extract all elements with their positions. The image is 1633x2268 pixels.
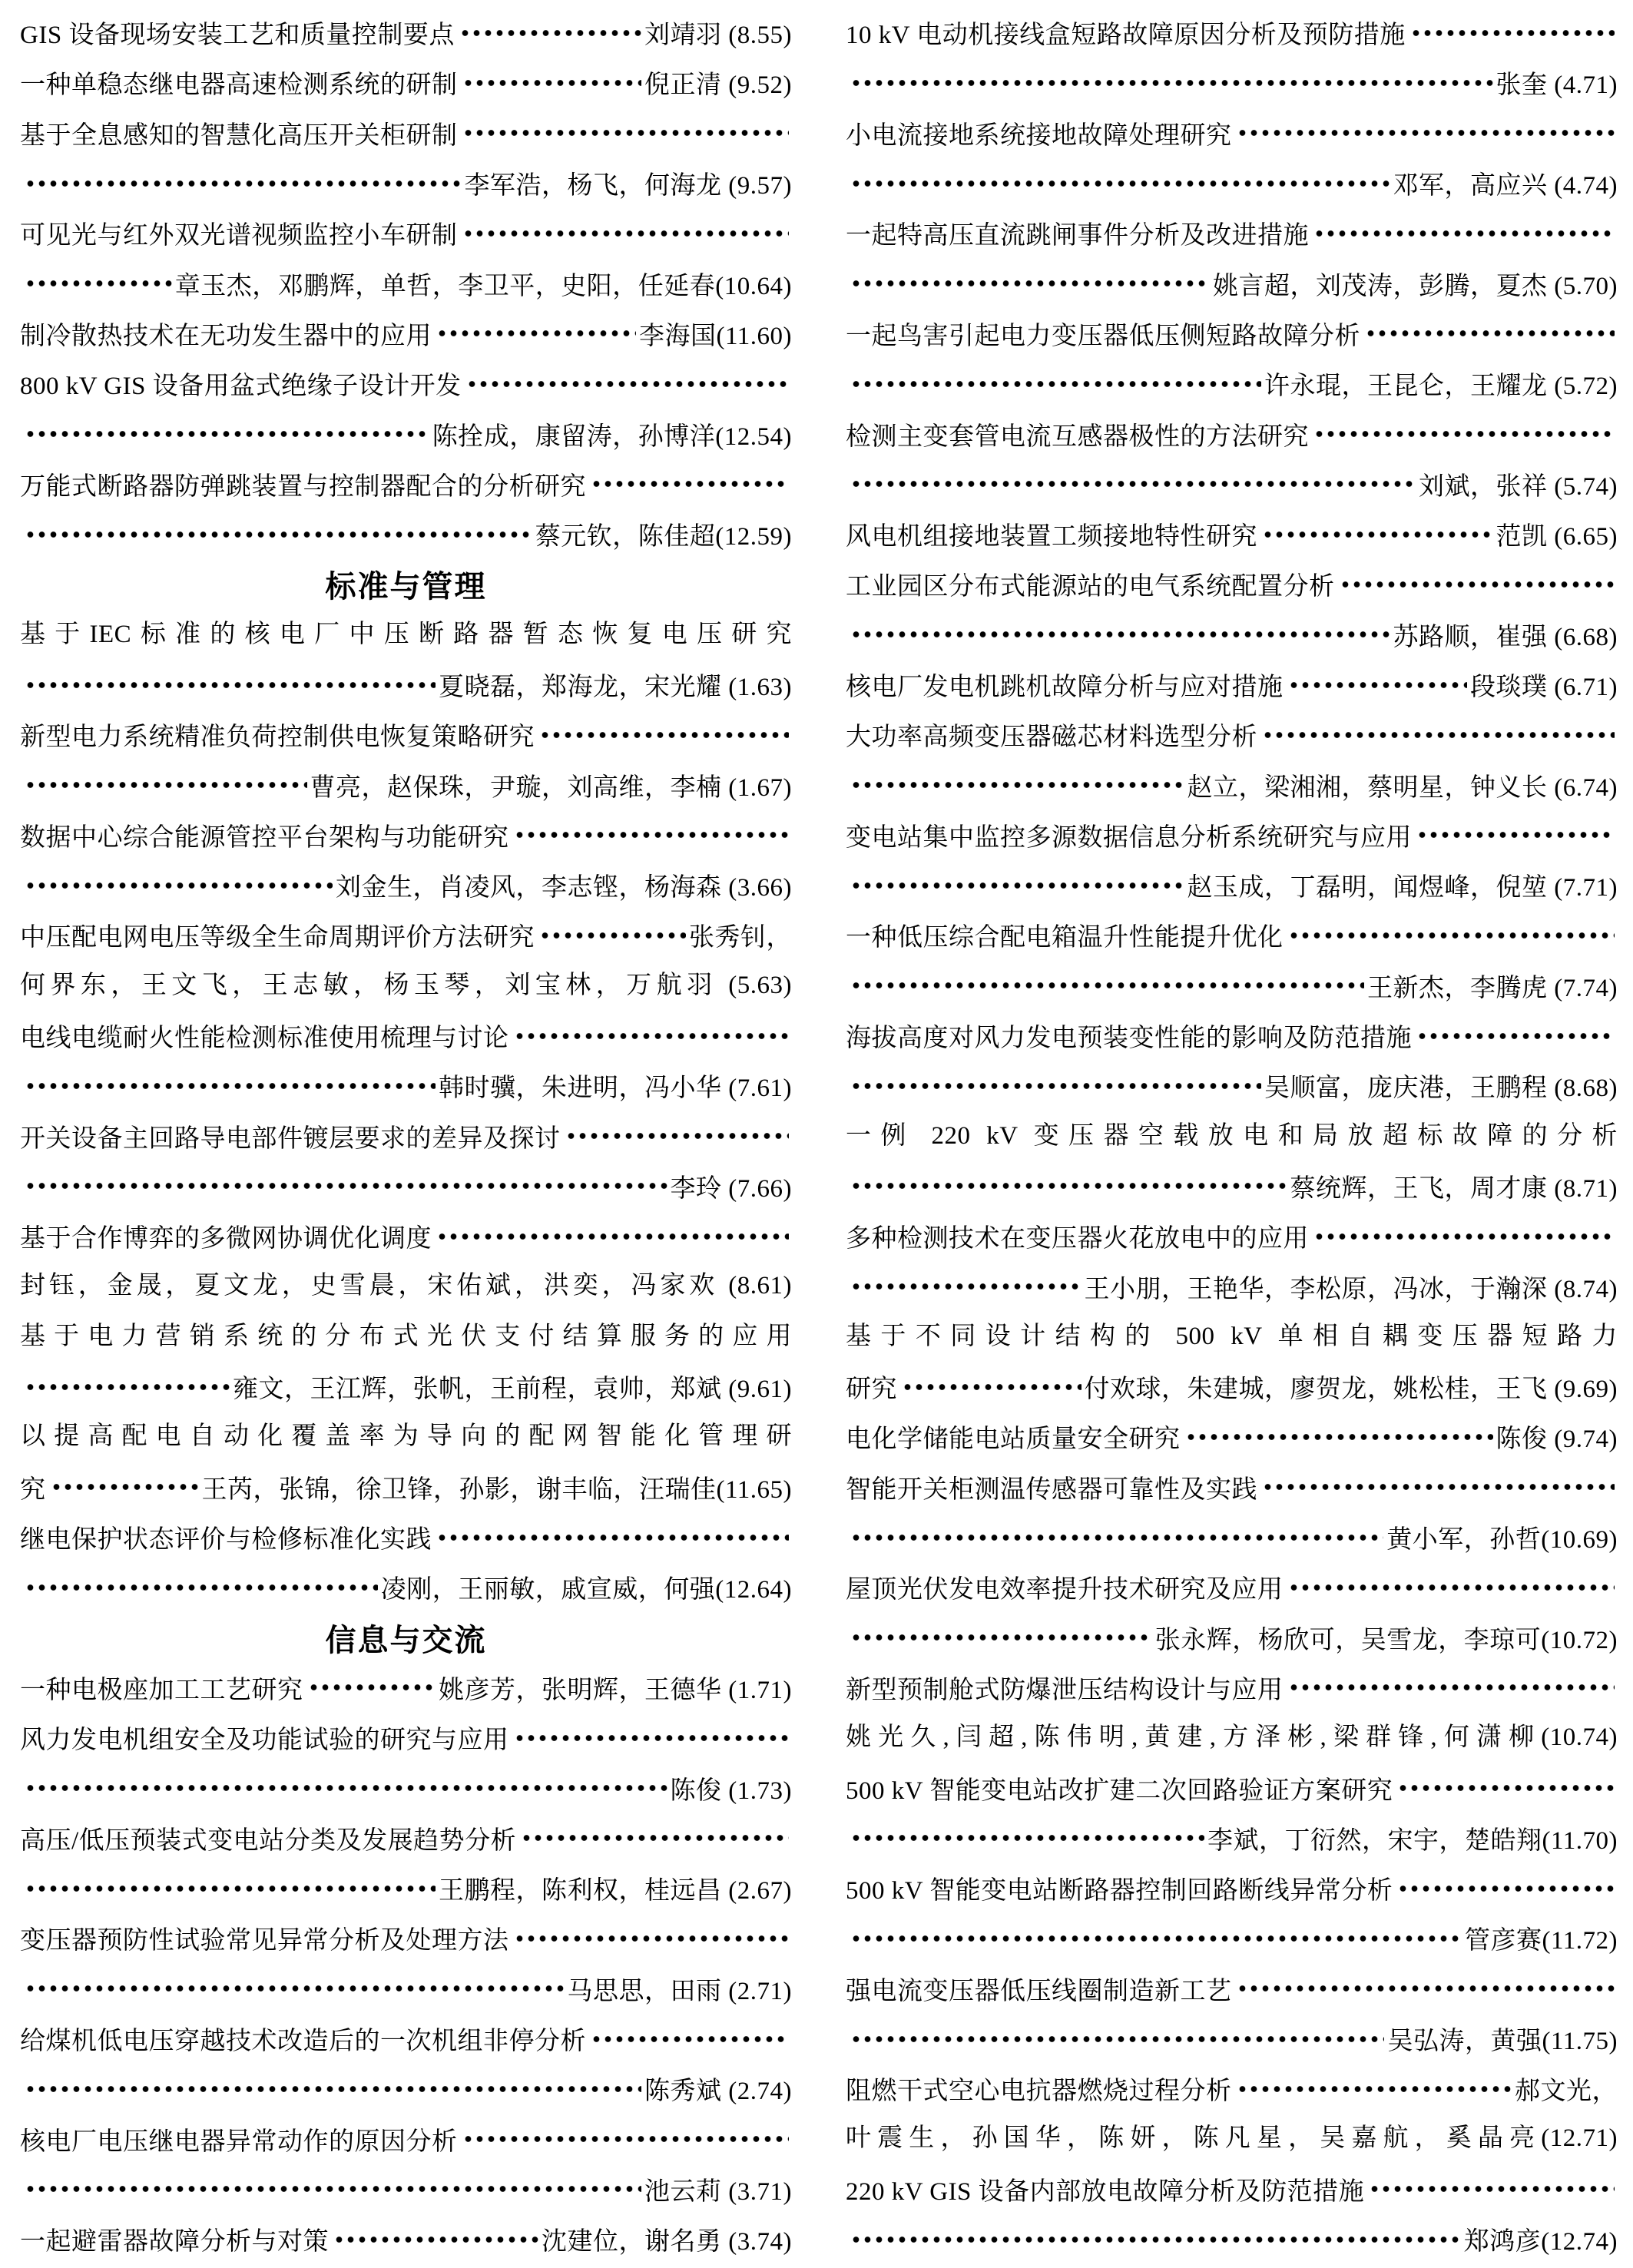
entry-text: 一起特高压直流跳闸事件分析及改进措施 <box>846 222 1309 250</box>
entry-text: 核电厂电压继电器异常动作的原因分析 <box>20 2127 458 2156</box>
dot-leader <box>23 1982 565 1995</box>
entry-text: 究 <box>20 1475 46 1504</box>
toc-entry-line <box>20 910 792 960</box>
toc-entry-line <box>846 961 1618 1011</box>
dot-leader <box>589 478 789 490</box>
dot-leader <box>1338 578 1615 591</box>
dot-leader <box>1312 1230 1615 1243</box>
dot-leader <box>1396 1882 1615 1895</box>
dot-leader <box>332 2233 538 2246</box>
entry-text: 蔡元钦，陈佳超(12.59) <box>535 523 792 551</box>
entry-text: 500 kV 智能变电站断路器控制回路断线异常分析 <box>846 1877 1393 1905</box>
entry-text: 雍文，王江辉，张帆，王前程，袁帅，郑斌 (9.61) <box>233 1376 792 1404</box>
entry-text: 沈建位，谢名勇 (3.74) <box>542 2228 792 2256</box>
toc-entry-line <box>20 258 792 308</box>
toc-entry-line <box>846 1362 1618 1412</box>
toc-entry-line: 一例 220 kV 变压器空载放电和局放超标故障的分析 <box>846 1121 1618 1150</box>
section-heading: 标准与管理 <box>325 570 487 604</box>
entry-text: 新型电力系统精准负荷控制供电恢复策略研究 <box>20 723 535 752</box>
toc-entry-line <box>846 1813 1618 1863</box>
dot-leader <box>23 679 436 691</box>
dot-leader <box>461 227 790 240</box>
toc-entry-line <box>20 860 792 910</box>
toc-entry-line <box>846 710 1618 760</box>
entry-text: 蔡统辉，王飞，周才康 (8.71) <box>1290 1174 1618 1203</box>
toc-entry-line <box>846 2064 1618 2114</box>
dot-leader <box>458 27 641 39</box>
dot-leader <box>23 1180 667 1192</box>
dot-leader <box>849 1832 1204 1844</box>
entry-text: 10 kV 电动机接线盒短路故障原因分析及预防措施 <box>846 22 1406 50</box>
dot-leader <box>849 979 1364 992</box>
entry-text: 刘靖羽 (8.55) <box>644 22 792 50</box>
dot-leader <box>1235 127 1615 139</box>
dot-leader <box>1260 1481 1615 1493</box>
toc-entry-line <box>846 1261 1618 1311</box>
entry-text: 刘斌，张祥 (5.74) <box>1419 472 1618 501</box>
toc-entry-line <box>20 1512 792 1562</box>
dot-leader <box>1363 327 1615 339</box>
entry-text: 段琰璞 (6.71) <box>1470 674 1618 701</box>
dot-leader <box>23 1882 436 1895</box>
entry-text: 220 kV GIS 设备内部放电故障分析及防范措施 <box>846 2177 1365 2206</box>
entry-text: 倪正清 (9.52) <box>644 71 792 100</box>
toc-entry-line <box>20 1913 792 1963</box>
section-heading: 信息与交流 <box>325 1623 487 1657</box>
entry-text: 付欢球，朱建城，廖贺龙，姚松桂，王飞 (9.69) <box>1084 1376 1618 1404</box>
toc-entry-line <box>20 1713 792 1763</box>
toc-entry-line <box>20 8 792 58</box>
dot-leader <box>512 829 790 841</box>
dot-leader <box>23 428 429 440</box>
entry-text: 许永琨，王昆仑，王耀龙 (5.72) <box>1264 372 1618 401</box>
dot-leader <box>1260 729 1615 741</box>
entry-text: 海拔高度对风力发电预装变性能的影响及防范措施 <box>846 1025 1412 1053</box>
toc-entry-line <box>846 1412 1618 1462</box>
entry-text: 研究 <box>846 1376 897 1404</box>
toc-entry-line <box>20 1562 792 1612</box>
toc-entry-line <box>20 1863 792 1913</box>
dot-leader <box>849 1080 1261 1092</box>
dot-leader <box>849 1280 1081 1293</box>
toc-entry-line <box>20 509 792 559</box>
entry-text: 张奎 (4.71) <box>1496 71 1618 100</box>
entry-text: 管彦赛(11.72) <box>1464 1927 1618 1955</box>
entry-text: 吴顺富，庞庆港，王鹏程 (8.68) <box>1264 1074 1618 1103</box>
dot-leader <box>849 478 1416 490</box>
toc-entry-line <box>20 2214 792 2264</box>
entry-text: 风力发电机组安全及功能试验的研究与应用 <box>20 1727 509 1755</box>
entry-text: 数据中心综合能源管控平台架构与功能研究 <box>20 823 509 852</box>
toc-entry-line <box>846 1913 1618 1963</box>
dot-leader <box>849 1932 1462 1945</box>
toc-entry-line <box>846 509 1618 559</box>
toc-entry-line: 基于电力营销系统的分布式光伏支付结算服务的应用 <box>20 1322 792 1350</box>
entry-text: 黄小军，孙哲(10.69) <box>1386 1526 1618 1554</box>
dot-leader <box>849 1180 1287 1192</box>
entry-text: 凌刚，王丽敏，戚宣威，何强(12.64) <box>380 1576 792 1604</box>
toc-entry-line <box>20 1462 792 1512</box>
dot-leader <box>1396 1782 1615 1794</box>
dot-leader <box>1235 2083 1512 2095</box>
entry-text: 万能式断路器防弹跳装置与控制器配合的分析研究 <box>20 472 586 501</box>
entry-text: 变压器预防性试验常见异常分析及处理方法 <box>20 1927 509 1955</box>
toc-column-left <box>20 8 792 2264</box>
entry-text: 王小朋，王艳华，李松原，冯冰，于瀚深 (8.74) <box>1084 1275 1618 1303</box>
entry-text: 苏路顺，崔强 (6.68) <box>1393 623 1618 651</box>
toc-entry-line: 基于IEC标准的核电厂中压断路器暂态恢复电压研究 <box>20 620 792 648</box>
toc-entry-line: 基于不同设计结构的 500 kV 单相自耦变压器短路力 <box>846 1322 1618 1350</box>
entry-text: 智能开关柜测温传感器可靠性及实践 <box>846 1475 1257 1504</box>
toc-entry-line <box>20 58 792 108</box>
entry-text: 一起鸟害引起电力变压器低压侧短路故障分析 <box>846 322 1360 350</box>
entry-text: 阻燃干式空心电抗器燃烧过程分析 <box>846 2078 1232 2106</box>
entry-text: 韩时骥，朱进明，冯小华 (7.61) <box>439 1074 792 1103</box>
entry-text: 高压/低压预装式变电站分类及发展趋势分析 <box>20 1826 517 1855</box>
entry-text: 李海国(11.60) <box>638 322 792 350</box>
toc-entry-line <box>20 2114 792 2164</box>
toc-entry-line <box>846 1562 1618 1612</box>
entry-text: 800 kV GIS 设备用盆式绝缘子设计开发 <box>20 372 462 401</box>
dot-leader <box>23 2083 641 2095</box>
entry-text: 郑鸿彦(12.74) <box>1463 2228 1618 2256</box>
dot-leader <box>519 1832 789 1844</box>
entry-text: 可见光与红外双光谱视频监控小车研制 <box>20 222 458 250</box>
entry-text: 检测主变套管电流互感器极性的方法研究 <box>846 422 1309 451</box>
dot-leader <box>23 2183 641 2195</box>
toc-entry-line <box>20 1362 792 1412</box>
entry-text: 多种检测技术在变压器火花放电中的应用 <box>846 1225 1309 1253</box>
entry-text: 屋顶光伏发电效率提升技术研究及应用 <box>846 1576 1284 1604</box>
dot-leader <box>849 177 1390 190</box>
toc-entry-line <box>20 710 792 760</box>
entry-text: 一种单稳态继电器高速检测系统的研制 <box>20 71 458 100</box>
toc-entry-line <box>846 1011 1618 1061</box>
dot-leader <box>23 277 172 290</box>
entry-text: GIS 设备现场安装工艺和质量控制要点 <box>20 22 455 50</box>
entry-text: 核电厂发电机跳机故障分析与应对措施 <box>846 674 1284 701</box>
toc-entry-line: 封钰，金晟，夏文龙，史雪晨，宋佑斌，洪奕，冯家欢 (8.61) <box>20 1272 792 1300</box>
toc-entry-line <box>20 1663 792 1713</box>
entry-text: 夏晓磊，郑海龙，宋光耀 (1.63) <box>439 674 792 701</box>
toc-entry-line <box>20 2064 792 2114</box>
dot-leader <box>435 1230 789 1243</box>
toc-entry-line: 姚光久,闫超,陈伟明,黄建,方泽彬,梁群锋,何潇柳(10.74) <box>846 1723 1618 1752</box>
dot-leader <box>23 1581 378 1594</box>
entry-text: 张永辉，杨欣可，吴雪龙，李琼可(10.72) <box>1154 1626 1618 1654</box>
dot-leader <box>538 929 686 942</box>
toc-entry-line <box>846 1211 1618 1261</box>
toc-entry-line <box>846 1462 1618 1512</box>
dot-leader <box>435 327 636 339</box>
dot-leader <box>23 779 307 791</box>
dot-leader <box>512 1732 790 1744</box>
toc-entry-line <box>20 409 792 459</box>
entry-text: 给煤机低电压穿越技术改造后的一次机组非停分析 <box>20 2028 586 2056</box>
toc-entry-line <box>20 1011 792 1061</box>
entry-text: 刘金生，肖凌风，李志铿，杨海森 (3.66) <box>336 874 792 902</box>
toc-entry-line <box>846 660 1618 710</box>
entry-text: 新型预制舱式防爆泄压结构设计与应用 <box>846 1676 1284 1704</box>
toc-entry-line <box>846 860 1618 910</box>
toc-entry-line <box>20 2164 792 2214</box>
toc-entry-line: 叶震生，孙国华，陈妍，陈凡星，吴嘉航，奚晶亮(12.71) <box>846 2124 1618 2153</box>
entry-text: 章玉杰，邓鹏辉，单哲，李卫平，史阳，任延春(10.64) <box>174 272 792 300</box>
dot-leader <box>23 1381 230 1393</box>
entry-text: 大功率高频变压器磁芯材料选型分析 <box>846 723 1257 752</box>
entry-text: 陈拴成，康留涛，孙博洋(12.54) <box>432 422 792 451</box>
dot-leader <box>23 1782 667 1794</box>
dot-leader <box>23 1080 436 1092</box>
toc-entry-line <box>846 1663 1618 1713</box>
dot-leader <box>1312 227 1615 240</box>
dot-leader <box>1415 829 1615 841</box>
entry-text: 曹亮，赵保珠，尹璇，刘高维，李楠 (1.67) <box>310 773 792 802</box>
dot-leader <box>512 1030 790 1042</box>
dot-leader <box>538 729 789 741</box>
entry-text: 中压配电网电压等级全生命周期评价方法研究 <box>20 924 535 952</box>
toc-entry-line <box>20 359 792 409</box>
entry-text: 变电站集中监控多源数据信息分析系统研究与应用 <box>846 823 1412 852</box>
toc-entry-line <box>20 2014 792 2064</box>
toc-column-right <box>846 8 1618 2264</box>
toc-entry-line <box>20 1211 792 1261</box>
dot-leader <box>49 1481 199 1493</box>
dot-leader <box>1312 428 1615 440</box>
dot-leader <box>306 1681 436 1694</box>
entry-text: 制冷散热技术在无功发生器中的应用 <box>20 322 432 350</box>
toc-entry-line <box>846 1863 1618 1913</box>
entry-text: 陈秀斌 (2.74) <box>644 2078 792 2106</box>
entry-text: 一种低压综合配电箱温升性能提升优化 <box>846 924 1284 952</box>
toc-entry-line <box>846 8 1618 58</box>
toc-entry-line <box>846 359 1618 409</box>
toc-entry-line <box>20 660 792 710</box>
toc-entry-line <box>846 258 1618 308</box>
toc-entry-line <box>20 1161 792 1211</box>
entry-text: 姚彦芳，张明辉，王德华 (1.71) <box>439 1676 792 1704</box>
dot-leader <box>1287 679 1468 691</box>
toc-entry-line <box>846 2014 1618 2064</box>
toc-entry-line <box>20 1763 792 1813</box>
dot-leader <box>849 2233 1461 2246</box>
dot-leader <box>849 879 1184 892</box>
toc-entry-line <box>846 910 1618 960</box>
dot-leader <box>1260 528 1493 541</box>
entry-text: 李斌，丁衍然，宋宇，楚皓翔(11.70) <box>1207 1826 1618 1855</box>
toc-entry-line <box>846 559 1618 609</box>
toc-entry-line <box>846 158 1618 208</box>
toc-entry-line <box>846 459 1618 509</box>
entry-text: 李玲 (7.66) <box>670 1174 792 1203</box>
entry-text: 姚言超，刘茂涛，彭腾，夏杰 (5.70) <box>1213 272 1618 300</box>
dot-leader <box>1409 27 1615 39</box>
toc-entry-line <box>20 108 792 158</box>
toc-entry-line <box>20 459 792 509</box>
dot-leader <box>849 628 1390 641</box>
entry-text: 赵玉成，丁磊明，闻煜峰，倪堃 (7.71) <box>1187 874 1618 902</box>
toc-entry-line <box>846 1964 1618 2014</box>
dot-leader <box>461 127 790 139</box>
toc-entry-line <box>846 1161 1618 1211</box>
entry-text: 工业园区分布式能源站的电气系统配置分析 <box>846 573 1335 601</box>
entry-text: 继电保护状态评价与检修标准化实践 <box>20 1526 432 1554</box>
toc-entry-line: 何界东，王文飞，王志敏，杨玉琴，刘宝林，万航羽 (5.63) <box>20 971 792 999</box>
entry-text: 500 kV 智能变电站改扩建二次回路验证方案研究 <box>846 1776 1393 1805</box>
dot-leader <box>461 2133 790 2145</box>
entry-text: 一种电极座加工工艺研究 <box>20 1676 303 1704</box>
dot-leader <box>849 1531 1383 1544</box>
entry-text: 张秀钊， <box>689 924 792 952</box>
entry-text: 吴弘涛，黄强(11.75) <box>1387 2028 1618 2056</box>
entry-text: 王芮，张锦，徐卫锋，孙影，谢丰临，汪瑞佳(11.65) <box>201 1475 792 1504</box>
entry-text: 赵立，梁湘湘，蔡明星，钟义长 (6.74) <box>1187 773 1618 802</box>
toc-entry-line <box>20 1813 792 1863</box>
toc-entry-line <box>846 58 1618 108</box>
dot-leader <box>564 1130 790 1142</box>
toc-entry-line <box>20 208 792 258</box>
entry-text: 基于全息感知的智慧化高压开关柜研制 <box>20 121 458 150</box>
dot-leader <box>23 177 462 190</box>
toc-entry-line <box>20 309 792 359</box>
toc-entry-line <box>846 610 1618 660</box>
entry-text: 电化学储能电站质量安全研究 <box>846 1425 1181 1454</box>
toc-entry-line <box>20 760 792 810</box>
dot-leader <box>849 378 1261 390</box>
entry-text: 强电流变压器低压线圈制造新工艺 <box>846 1977 1232 2005</box>
toc-entry-line <box>846 208 1618 258</box>
dot-leader <box>849 779 1184 791</box>
dot-leader <box>1235 1982 1615 1995</box>
toc-entry-line <box>846 1061 1618 1111</box>
dot-leader <box>23 528 532 541</box>
entry-text: 风电机组接地装置工频接地特性研究 <box>846 523 1257 551</box>
toc-entry-line <box>846 1613 1618 1663</box>
dot-leader <box>849 77 1493 89</box>
toc-entry-line <box>846 409 1618 459</box>
dot-leader <box>1184 1431 1493 1443</box>
entry-text: 邓军，高应兴 (4.74) <box>1393 172 1618 200</box>
toc-entry-line <box>846 2214 1618 2264</box>
toc-entry-line <box>846 108 1618 158</box>
entry-text: 开关设备主回路导电部件镀层要求的差异及探讨 <box>20 1124 561 1153</box>
entry-text: 李军浩，杨飞，何海龙 (9.57) <box>464 172 792 200</box>
entry-text: 陈俊 (1.73) <box>670 1776 792 1805</box>
dot-leader <box>23 879 333 892</box>
entry-text: 范凯 (6.65) <box>1496 523 1618 551</box>
dot-leader <box>849 2033 1384 2045</box>
toc-entry-line <box>20 1111 792 1161</box>
toc-entry-line <box>846 2164 1618 2214</box>
dot-leader <box>512 1932 790 1945</box>
entry-text: 池云莉 (3.71) <box>644 2177 792 2206</box>
dot-leader <box>1287 1581 1615 1594</box>
entry-text: 郝文光， <box>1515 2078 1618 2106</box>
toc-entry-line <box>846 810 1618 860</box>
dot-leader <box>589 2033 789 2045</box>
entry-text: 基于合作博弈的多微网协调优化调度 <box>20 1225 432 1253</box>
toc-entry-line <box>20 158 792 208</box>
entry-text: 陈俊 (9.74) <box>1496 1425 1618 1454</box>
toc-entry-line <box>846 309 1618 359</box>
dot-leader <box>465 378 789 390</box>
dot-leader <box>435 1531 789 1544</box>
dot-leader <box>1287 929 1615 942</box>
toc-entry-line <box>20 1964 792 2014</box>
toc-entry-line <box>20 1061 792 1111</box>
dot-leader <box>849 1631 1152 1644</box>
entry-text: 马思思，田雨 (2.71) <box>567 1977 792 2005</box>
toc-entry-line <box>846 1512 1618 1562</box>
dot-leader <box>900 1381 1081 1393</box>
entry-text: 小电流接地系统接地故障处理研究 <box>846 121 1232 150</box>
toc-entry-line <box>846 760 1618 810</box>
dot-leader <box>1287 1681 1615 1694</box>
dot-leader <box>1415 1030 1615 1042</box>
toc-entry-line <box>846 1763 1618 1813</box>
entry-text: 电线电缆耐火性能检测标准使用梳理与讨论 <box>20 1025 509 1053</box>
dot-leader <box>461 77 642 89</box>
dot-leader <box>1367 2183 1615 2195</box>
dot-leader <box>849 277 1210 290</box>
entry-text: 一起避雷器故障分析与对策 <box>20 2228 329 2256</box>
toc-entry-line: 以提高配电自动化覆盖率为导向的配网智能化管理研 <box>20 1422 792 1451</box>
entry-text: 王鹏程，陈利权，桂远昌 (2.67) <box>439 1877 792 1905</box>
entry-text: 王新杰，李腾虎 (7.74) <box>1367 974 1618 1002</box>
toc-entry-line <box>20 810 792 860</box>
